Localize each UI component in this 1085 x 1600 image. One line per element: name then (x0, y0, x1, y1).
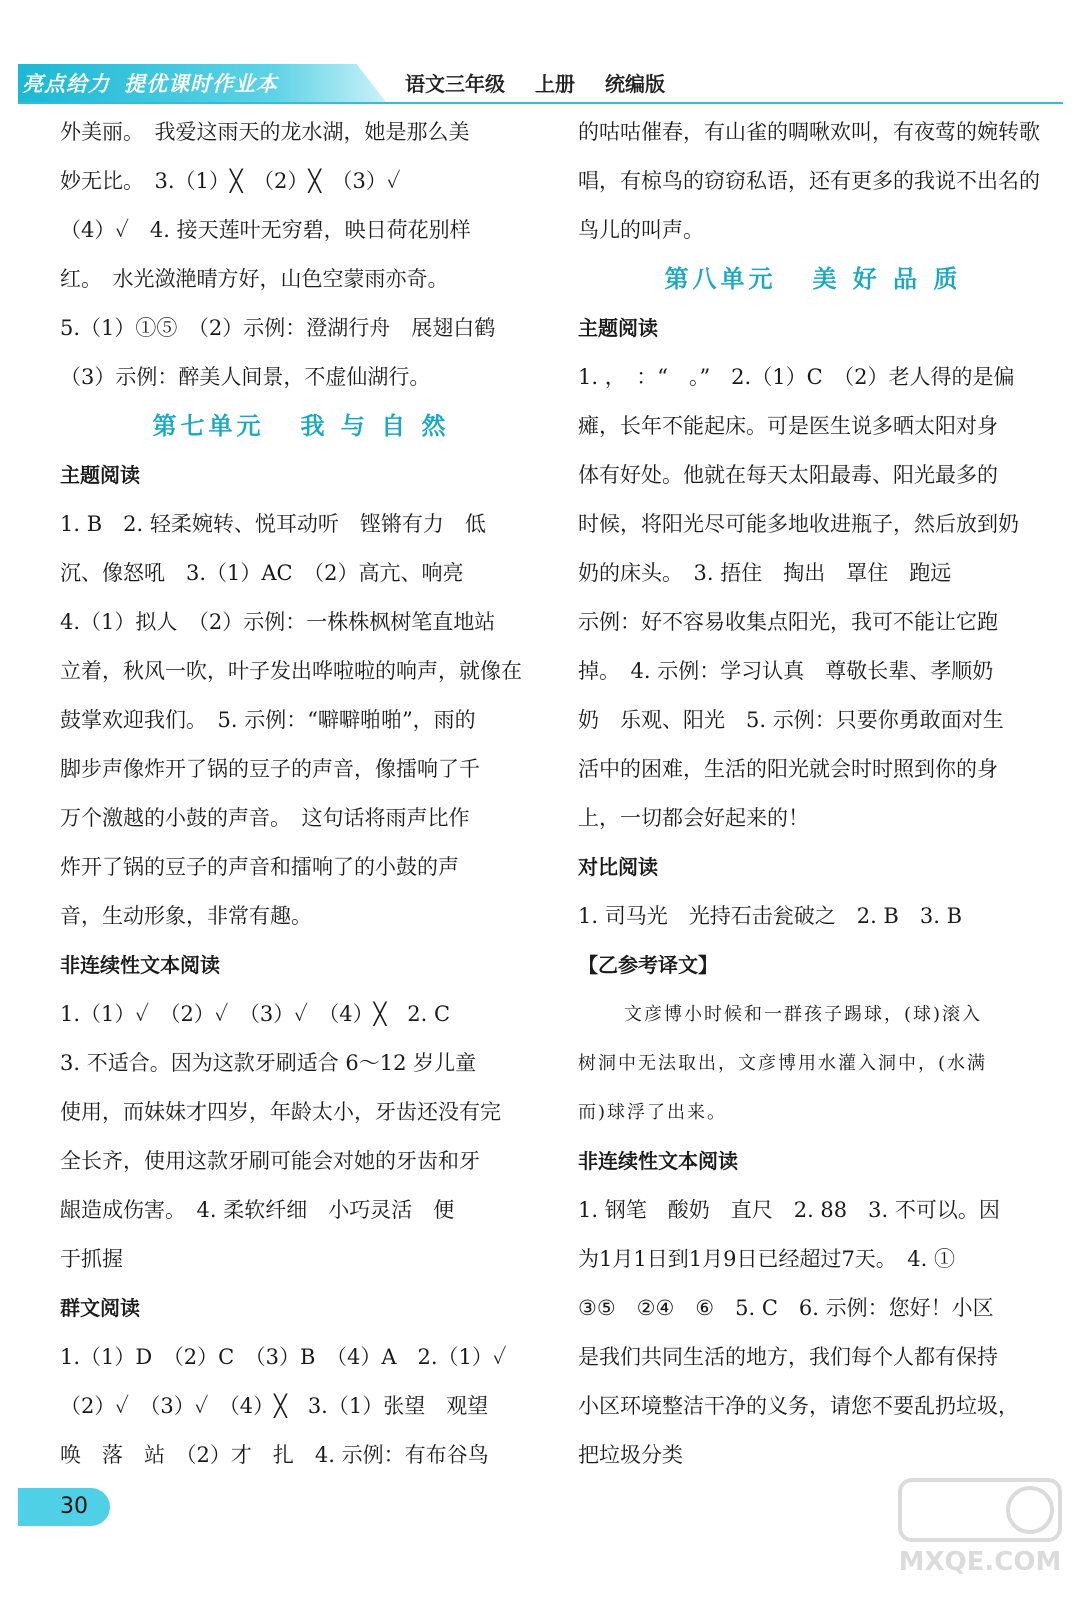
answer-line: 沉、像怒吼 3.（1）AC （2）高亢、响亮 (60, 561, 464, 585)
translation-line: 文彦博小时候和一群孩子踢球，(球)滚入 (624, 1004, 983, 1025)
unit-7-title: 我 与 自 然 (300, 412, 450, 440)
answer-line: 音，生动形象，非常有趣。 (60, 904, 312, 928)
answer-line: 唱，有椋鸟的窃窃私语，还有更多的我说不出名的 (578, 169, 1040, 193)
answer-line: 把垃圾分类 (578, 1443, 683, 1467)
answer-line: 掉。 4. 示例：学习认真 尊敬长辈、孝顺奶 (578, 659, 994, 683)
unit-7-number: 第七单元 (152, 412, 265, 440)
brand-series: 亮点给力 (22, 72, 110, 96)
answer-line: 立着，秋风一吹，叶子发出哗啦啦的响声，就像在 (60, 659, 522, 683)
answer-line: 1.（1）✓ （2）✓ （3）✓ （4）╳ 2. C (60, 1002, 451, 1026)
answer-line: 鼓掌欢迎我们。 5. 示例：“噼噼啪啪”，雨的 (60, 708, 476, 732)
left-column (60, 108, 542, 1480)
answer-line: 龈造成伤害。 4. 柔软纤细 小巧灵活 便 (60, 1198, 455, 1222)
answer-line: 奶的床头。 3. 捂住 掏出 罩住 跑远 (578, 561, 952, 585)
answer-line: 炸开了锅的豆子的声音和擂响了的小鼓的声 (60, 855, 459, 879)
answer-line: 4.（1）拟人 （2）示例：一株株枫树笔直地站 (60, 610, 496, 634)
section-heading: 主题阅读 (578, 316, 658, 340)
answer-line: 1. 司马光 光持石击瓮破之 2. B 3. B (578, 904, 962, 928)
section-heading: 对比阅读 (578, 855, 658, 879)
answer-line: 时候，将阳光尽可能多地收进瓶子，然后放到奶 (578, 512, 1019, 536)
subject-edition: 统编版 (605, 72, 665, 96)
answer-line: （4）✓ 4. 接天莲叶无穷碧，映日荷花别样 (60, 218, 471, 242)
subject-volume: 上册 (535, 72, 575, 96)
answer-line: ③⑤ ②④ ⑥ 5. C 6. 示例：您好！小区 (578, 1296, 994, 1320)
section-heading: 主题阅读 (60, 463, 140, 487)
answer-line: 体有好处。他就在每天太阳最毒、阳光最多的 (578, 463, 998, 487)
subject-info (405, 68, 695, 98)
brand-book: 提优课时作业本 (124, 72, 278, 96)
answer-line: （3）示例：醉美人间景，不虚仙湖行。 (60, 365, 431, 389)
answer-line: 为1月1日到1月9日已经超过7天。 4. ① (578, 1247, 956, 1271)
unit-8-number: 第八单元 (664, 265, 777, 293)
unit-7-heading (60, 402, 542, 451)
answer-line: （2）✓ （3）✓ （4）╳ 3.（1）张望 观望 (60, 1394, 489, 1418)
right-column (578, 108, 1048, 1480)
answer-line: 1. ， ：“ 。” 2.（1）C （2）老人得的是偏 (578, 365, 1015, 389)
answer-line: 红。 水光潋滟晴方好，山色空蒙雨亦奇。 (60, 267, 449, 291)
page-number: 30 (60, 1494, 88, 1519)
section-heading: 非连续性文本阅读 (578, 1149, 738, 1173)
section-heading: 群文阅读 (60, 1296, 140, 1320)
page-header (0, 0, 1085, 110)
translation-line: 树洞中无法取出，文彦博用水灌入洞中，(水满 (578, 1053, 988, 1074)
answer-line: 1. B 2. 轻柔婉转、悦耳动听 铿锵有力 低 (60, 512, 486, 536)
watermark-logo (880, 1470, 1080, 1580)
answer-line: 使用，而妹妹才四岁，年龄太小，牙齿还没有完 (60, 1100, 501, 1124)
translation-line: 而)球浮了出来。 (578, 1102, 728, 1123)
answer-line: 鸟儿的叫声。 (578, 218, 704, 242)
section-heading: 非连续性文本阅读 (60, 953, 220, 977)
answer-line: 的咕咕催春，有山雀的啁啾欢叫，有夜莺的婉转歌 (578, 120, 1040, 144)
answer-line: 全长齐，使用这款牙刷可能会对她的牙齿和牙 (60, 1149, 480, 1173)
section-heading: 【乙参考译文】 (578, 953, 718, 977)
answer-line: 奶 乐观、阳光 5. 示例：只要你勇敢面对生 (578, 708, 1004, 732)
unit-8-title: 美 好 品 质 (812, 265, 962, 293)
answer-line: 唤 落 站 （2）才 扎 4. 示例：有布谷鸟 (60, 1443, 489, 1467)
brand-title (22, 68, 372, 98)
header-divider (18, 102, 1063, 104)
answer-line: 于抓握 (60, 1247, 123, 1271)
answer-line: 万个激越的小鼓的声音。 这句话将雨声比作 (60, 806, 470, 830)
answer-line: 3. 不适合。因为这款牙刷适合 6～12 岁儿童 (60, 1051, 477, 1075)
answer-line: 小区环境整洁干净的义务，请您不要乱扔垃圾， (578, 1394, 1019, 1418)
answer-line: 示例：好不容易收集点阳光，我可不能让它跑 (578, 610, 998, 634)
answer-line: 妙无比。 3.（1）╳ （2）╳ （3）✓ (60, 169, 401, 193)
answer-line: 是我们共同生活的地方，我们每个人都有保持 (578, 1345, 998, 1369)
watermark-text: MXQE.COM (898, 1547, 1062, 1577)
answer-line: 上，一切都会好起来的！ (578, 806, 809, 830)
answer-line: 瘫，长年不能起床。可是医生说多晒太阳对身 (578, 414, 998, 438)
answer-line: 活中的困难，生活的阳光就会时时照到你的身 (578, 757, 998, 781)
answer-line: 1.（1）D （2）C （3）B （4）A 2.（1）✓ (60, 1345, 507, 1369)
answer-line: 5.（1）①⑤ （2）示例：澄湖行舟 展翅白鹤 (60, 316, 496, 340)
answer-line: 外美丽。 我爱这雨天的龙水湖，她是那么美 (60, 120, 470, 144)
unit-8-heading (578, 255, 1048, 304)
answer-line: 1. 钢笔 酸奶 直尺 2. 88 3. 不可以。因 (578, 1198, 1000, 1222)
subject-grade: 语文三年级 (405, 72, 505, 96)
answer-line: 脚步声像炸开了锅的豆子的声音，像擂响了千 (60, 757, 480, 781)
